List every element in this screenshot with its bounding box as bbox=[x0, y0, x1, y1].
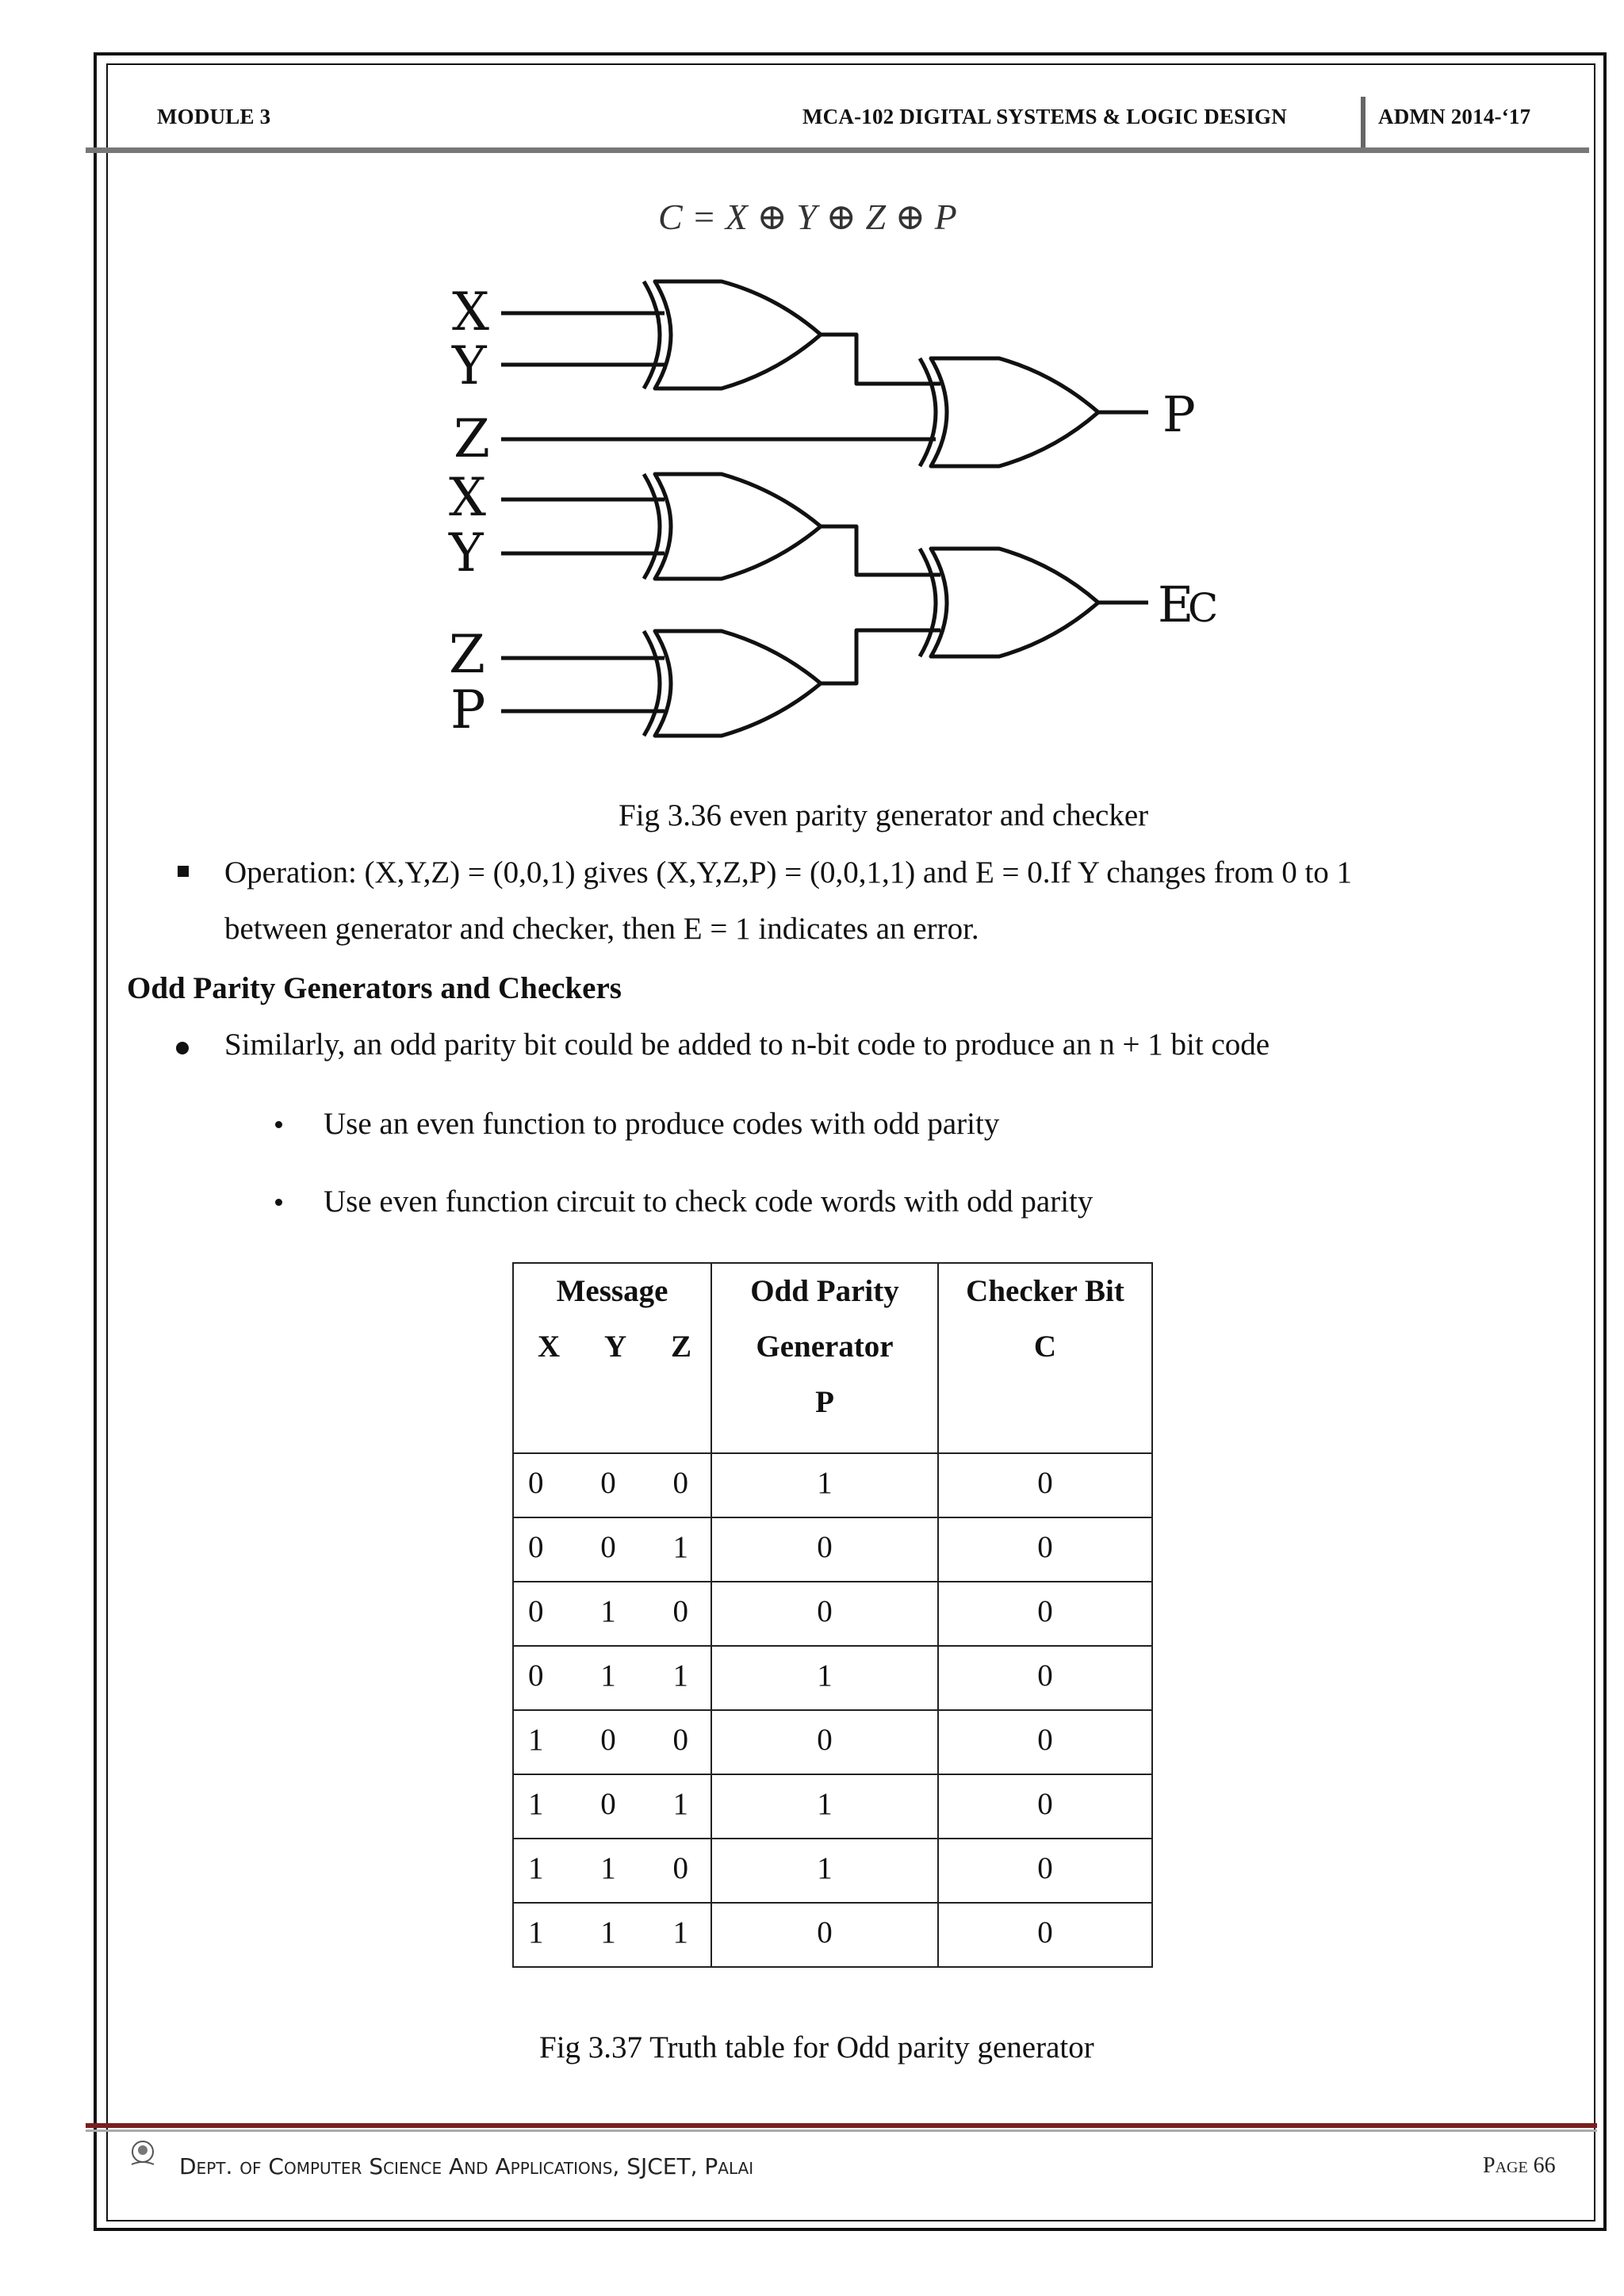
input-label-z1: Z bbox=[454, 408, 490, 469]
message-cell bbox=[513, 1453, 711, 1517]
message-y: 1 bbox=[600, 1915, 616, 1950]
square-bullet-icon bbox=[178, 866, 189, 877]
table-row bbox=[513, 1774, 1152, 1839]
message-cell bbox=[513, 1903, 711, 1967]
message-z: 0 bbox=[672, 1723, 688, 1757]
table-row bbox=[513, 1517, 1152, 1582]
table-row bbox=[513, 1903, 1152, 1967]
message-z: 1 bbox=[672, 1915, 688, 1950]
sub-bullet-icon bbox=[275, 1121, 282, 1128]
generator-p-cell: 1 bbox=[711, 1839, 938, 1903]
message-z: 1 bbox=[672, 1530, 688, 1564]
message-y: 0 bbox=[600, 1466, 616, 1500]
message-cell bbox=[513, 1646, 711, 1710]
checker-c-cell: 0 bbox=[938, 1453, 1152, 1517]
header-message-cell bbox=[513, 1263, 711, 1453]
header-message: Message bbox=[556, 1274, 668, 1308]
bullet-main-text: Similarly, an odd parity bit could be added to n-bit code to produce an n + 1 bit code bbox=[224, 1027, 1270, 1062]
footer-page-number: Page 66 bbox=[1483, 2153, 1556, 2178]
table-row bbox=[513, 1453, 1152, 1517]
header-admn: ADMN 2014-‘17 bbox=[1378, 105, 1531, 128]
header-checker-cell bbox=[938, 1263, 1152, 1453]
message-y: 0 bbox=[600, 1787, 616, 1821]
generator-p-cell: 1 bbox=[711, 1453, 938, 1517]
header-generator-line3: P bbox=[815, 1385, 834, 1419]
xor-gate-b bbox=[920, 358, 1098, 466]
header-separator bbox=[1361, 97, 1365, 151]
footer-rule-secondary bbox=[86, 2130, 1597, 2132]
input-label-p: P bbox=[450, 679, 486, 740]
sub-bullet-text-2: Use even function circuit to check code words with odd parity bbox=[324, 1184, 1094, 1219]
message-z: 0 bbox=[672, 1594, 688, 1628]
output-label-e: E bbox=[1158, 576, 1194, 633]
generator-p-cell: 1 bbox=[711, 1646, 938, 1710]
footer-department: Dept. of Computer Science And Applications, SJCET, Palai bbox=[179, 2153, 754, 2179]
header-y: Y bbox=[603, 1330, 627, 1364]
message-x: 1 bbox=[528, 1787, 544, 1821]
message-cell bbox=[513, 1582, 711, 1646]
table-row bbox=[513, 1646, 1152, 1710]
message-y: 1 bbox=[600, 1594, 616, 1628]
table-row bbox=[513, 1839, 1152, 1903]
header-x: X bbox=[538, 1330, 561, 1364]
header-z: Z bbox=[670, 1330, 691, 1364]
input-label-y2: Y bbox=[449, 522, 484, 584]
checker-c-cell: 0 bbox=[938, 1710, 1152, 1774]
message-x: 0 bbox=[528, 1466, 544, 1500]
sub-bullet-text-1: Use an even function to produce codes with odd parity bbox=[324, 1107, 1000, 1141]
input-label-x1: X bbox=[452, 281, 489, 342]
operation-line-1: Operation: (X,Y,Z) = (0,0,1) gives (X,Y,Z,P) = (0,0,1,1) and E = 0.If Y changes from 0 to 1 bbox=[224, 855, 1353, 890]
message-x: 0 bbox=[528, 1659, 544, 1693]
table-header-row bbox=[513, 1263, 1152, 1453]
checker-c-cell: 0 bbox=[938, 1582, 1152, 1646]
table-row bbox=[513, 1582, 1152, 1646]
message-cell bbox=[513, 1774, 711, 1839]
header-generator-line2: Generator bbox=[756, 1330, 894, 1364]
message-z: 1 bbox=[672, 1787, 688, 1821]
round-bullet-icon bbox=[176, 1042, 189, 1054]
generator-p-cell: 1 bbox=[711, 1774, 938, 1839]
parity-circuit-diagram bbox=[428, 270, 1269, 761]
output-label-c: C bbox=[1188, 585, 1219, 631]
section-heading: Odd Parity Generators and Checkers bbox=[127, 971, 622, 1005]
table-row bbox=[513, 1710, 1152, 1774]
message-cell bbox=[513, 1839, 711, 1903]
generator-p-cell: 0 bbox=[711, 1903, 938, 1967]
header-generator-cell bbox=[711, 1263, 938, 1453]
generator-p-cell: 0 bbox=[711, 1582, 938, 1646]
message-y: 0 bbox=[600, 1723, 616, 1757]
output-label-p: P bbox=[1162, 385, 1196, 443]
checker-c-cell: 0 bbox=[938, 1903, 1152, 1967]
message-x: 1 bbox=[528, 1851, 544, 1885]
input-label-x2: X bbox=[449, 467, 486, 528]
message-x: 1 bbox=[528, 1723, 544, 1757]
message-z: 1 bbox=[672, 1659, 688, 1693]
header-module: MODULE 3 bbox=[157, 105, 271, 128]
message-z: 0 bbox=[672, 1466, 688, 1500]
message-x: 0 bbox=[528, 1594, 544, 1628]
checker-c-cell: 0 bbox=[938, 1646, 1152, 1710]
footer-rule bbox=[86, 2123, 1597, 2128]
xor-gate-a bbox=[644, 281, 821, 388]
generator-p-cell: 0 bbox=[711, 1517, 938, 1582]
header-rule bbox=[86, 147, 1589, 153]
message-cell bbox=[513, 1710, 711, 1774]
header-course: MCA-102 DIGITAL SYSTEMS & LOGIC DESIGN bbox=[802, 105, 1287, 128]
xor-gate-c bbox=[644, 474, 821, 579]
header-checker-line1: Checker Bit bbox=[966, 1274, 1124, 1308]
fig1-caption: Fig 3.36 even parity generator and checker bbox=[619, 798, 1149, 832]
college-emblem-icon bbox=[127, 2137, 159, 2169]
xor-gate-e bbox=[920, 549, 1098, 656]
input-label-z2: Z bbox=[449, 624, 485, 685]
parity-equation: C = X ⊕ Y ⊕ Z ⊕ P bbox=[658, 197, 957, 237]
xor-gate-d bbox=[644, 631, 821, 736]
sub-bullet-icon bbox=[275, 1199, 282, 1206]
odd-parity-truth-table bbox=[512, 1262, 1153, 1968]
checker-c-cell: 0 bbox=[938, 1774, 1152, 1839]
header-checker-line2: C bbox=[1033, 1330, 1057, 1364]
message-y: 1 bbox=[600, 1851, 616, 1885]
message-cell bbox=[513, 1517, 711, 1582]
message-y: 1 bbox=[600, 1659, 616, 1693]
header-generator-line1: Odd Parity bbox=[750, 1274, 899, 1308]
checker-c-cell: 0 bbox=[938, 1517, 1152, 1582]
input-label-y1: Y bbox=[452, 335, 487, 396]
message-y: 0 bbox=[600, 1530, 616, 1564]
fig2-caption: Fig 3.37 Truth table for Odd parity generator bbox=[539, 2030, 1094, 2064]
checker-c-cell: 0 bbox=[938, 1839, 1152, 1903]
message-x: 0 bbox=[528, 1530, 544, 1564]
generator-p-cell: 0 bbox=[711, 1710, 938, 1774]
message-x: 1 bbox=[528, 1915, 544, 1950]
message-z: 0 bbox=[672, 1851, 688, 1885]
operation-line-2: between generator and checker, then E = 1 indicates an error. bbox=[224, 912, 979, 946]
